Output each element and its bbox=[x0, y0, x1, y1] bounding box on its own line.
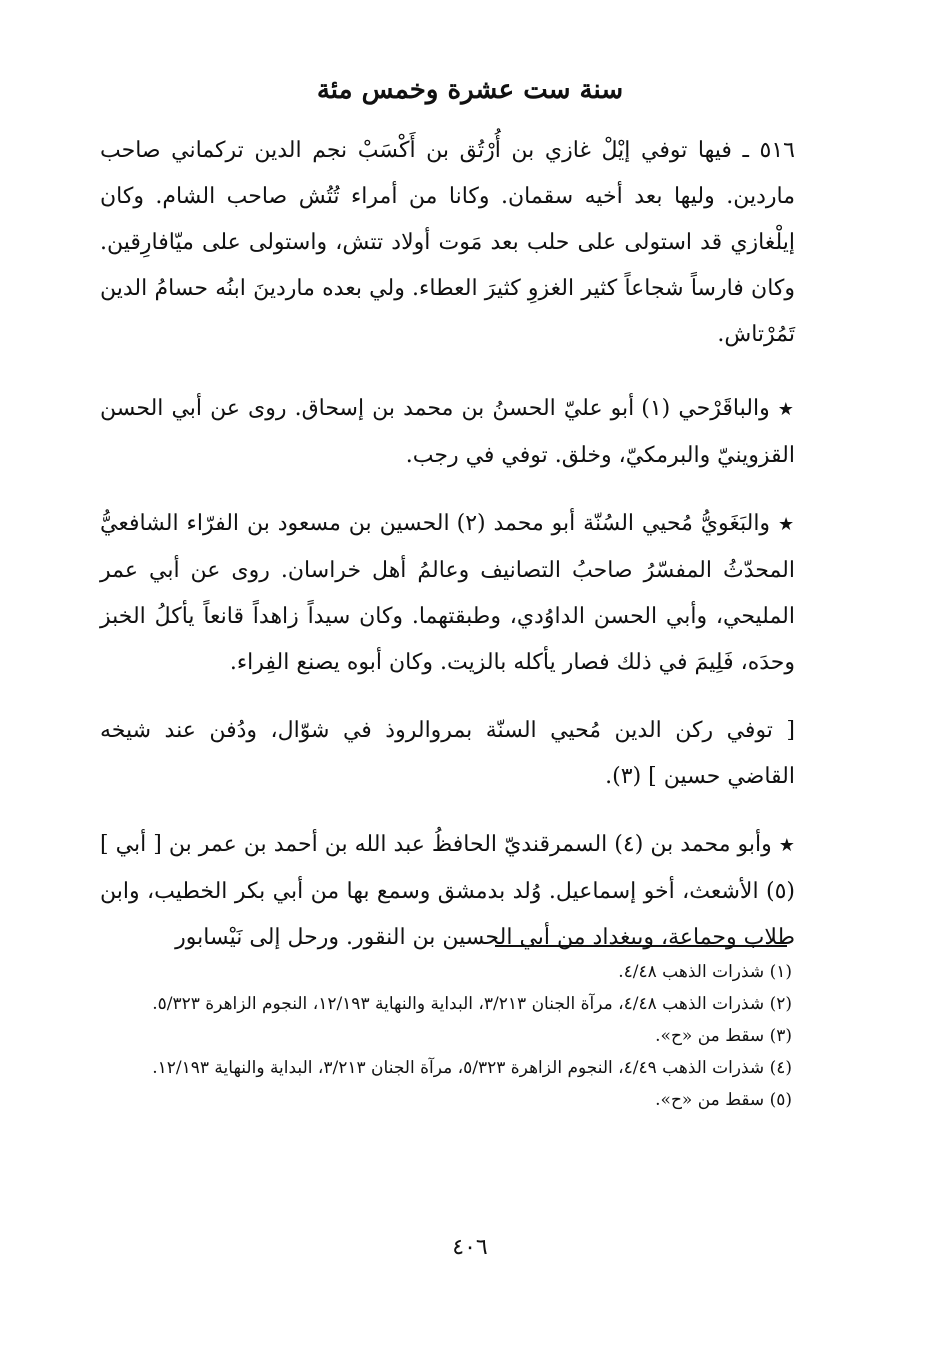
footnote-divider bbox=[495, 945, 787, 947]
star-icon: ★ bbox=[777, 514, 796, 535]
main-text bbox=[100, 128, 795, 983]
entry-paragraph bbox=[100, 822, 795, 961]
star-icon: ★ bbox=[778, 835, 795, 856]
footnote-item: (١) شذرات الذهب ٤/٤٨. bbox=[618, 962, 792, 982]
entry-text: والبَغَويُّ مُحيي السُنّة أبو محمد (٢) الحسين بن مسعود بن الفرّاء الشافعيُّ المحدّثُ المفسّرُ صاحبُ التصانيف وعالمُ أهل خراسان. روى عن أبي عمر المليحي، وأبي الحسن الداوُدي، وطبقتهما. وكان سيداً زاهداً قانعاً يأكلُ الخبز وحدَه، فَلِيمَ في ذلك فصار يأكله بالزيت. وكان أبوه يصنع الفِراء. bbox=[100, 511, 795, 675]
footnotes bbox=[110, 958, 792, 1118]
entry-text: وأبو محمد بن (٤) السمرقنديّ الحافظُ عبد الله بن أحمد بن عمر بن [ أبي ] (٥) الأشعث، أخو إسماعيل. وُلد بدمشق وسمع بها من أبي بكر الخطيب، وابن طلاب وجماعة، وببغداد من أبي الحسين بن النقور. ورحل إلى نَيْسابور bbox=[100, 832, 795, 950]
star-icon: ★ bbox=[777, 399, 795, 420]
entry-text: [ توفي ركن الدين مُحيي السنّة بمروالروذ في شوّال، ودُفن عند شيخه القاضي حسين ] (٣). bbox=[100, 718, 795, 789]
entry-text: ٥١٦ ـ فيها توفي إيْلْ غازي بن أُرْتُق بن أَكْسَبْ نجم الدين تركماني صاحب ماردين. وليها بعد أخيه سقمان. وكانا من أمراء تُتُش صاحب الشام. وكان إيلْغازي قد استولى على حلب بعد مَوت أولاد تتش، واستولى على ميّافارِقين. وكان فارساً شجاعاً كثير الغزوِ كثيرَ العطاء. ولي بعده ماردينَ ابنُه حسامُ الدين تَمُرْتاش. bbox=[100, 138, 795, 347]
footnote-item: (٢) شذرات الذهب ٤/٤٨، مرآة الجنان ٣/٢١٣، البداية والنهاية ١٢/١٩٣، النجوم الزاهرة ٥/٣٢٣. bbox=[152, 994, 792, 1014]
entry-paragraph bbox=[100, 708, 795, 800]
entry-paragraph bbox=[100, 128, 795, 358]
footnote-item: (٤) شذرات الذهب ٤/٤٩، النجوم الزاهرة ٥/٣٢٣، مرآة الجنان ٣/٢١٣، البداية والنهاية ١٢/١٩٣. bbox=[152, 1058, 792, 1078]
page-title: سنة ست عشرة وخمس مئة bbox=[316, 75, 624, 105]
entry-paragraph bbox=[100, 386, 795, 479]
entry-paragraph bbox=[100, 501, 795, 686]
page-number: ٤٠٦ bbox=[452, 1235, 488, 1260]
footnote-item: (٣) سقط من «ح». bbox=[655, 1026, 792, 1046]
entry-text: والباقَرْحي (١) أبو عليّ الحسنُ بن محمد بن إسحاق. روى عن أبي الحسن القزوينيّ والبرمكيّ، وخلق. توفي في رجب. bbox=[100, 396, 795, 468]
footnote-item: (٥) سقط من «ح». bbox=[655, 1090, 792, 1110]
